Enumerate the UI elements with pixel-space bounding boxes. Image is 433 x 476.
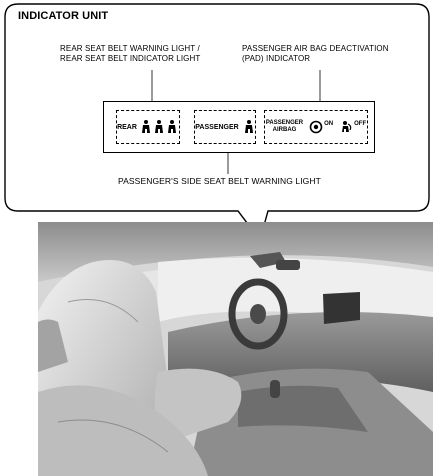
pad-indicator-segment (264, 110, 368, 144)
diagram-title: INDICATOR UNIT (18, 10, 109, 22)
pad-indicator-label: PASSENGER AIR BAG DEACTIVATION (PAD) INDICATOR (242, 44, 389, 63)
seatbelt-person-icon (141, 119, 179, 135)
passenger-seat-belt-segment (194, 110, 256, 144)
passenger-side-label: PASSENGER'S SIDE SEAT BELT WARNING LIGHT (118, 176, 321, 186)
rear-text: REAR (117, 123, 137, 131)
rear-seat-belt-segment (116, 110, 180, 144)
rear-seat-belt-label: REAR SEAT BELT WARNING LIGHT / REAR SEAT BELT INDICATOR LIGHT (60, 44, 201, 63)
airbag-text: PASSENGER AIRBAG (265, 120, 304, 133)
car-interior-illustration (38, 222, 433, 476)
indicator-panel (103, 101, 375, 153)
passenger-text: PASSENGER (195, 123, 239, 131)
seatbelt-person-icon (243, 119, 255, 135)
airbag-off-icon (341, 120, 353, 134)
off-text: OFF (354, 121, 367, 127)
airbag-on-icon (309, 120, 323, 134)
on-text: ON (324, 121, 334, 127)
